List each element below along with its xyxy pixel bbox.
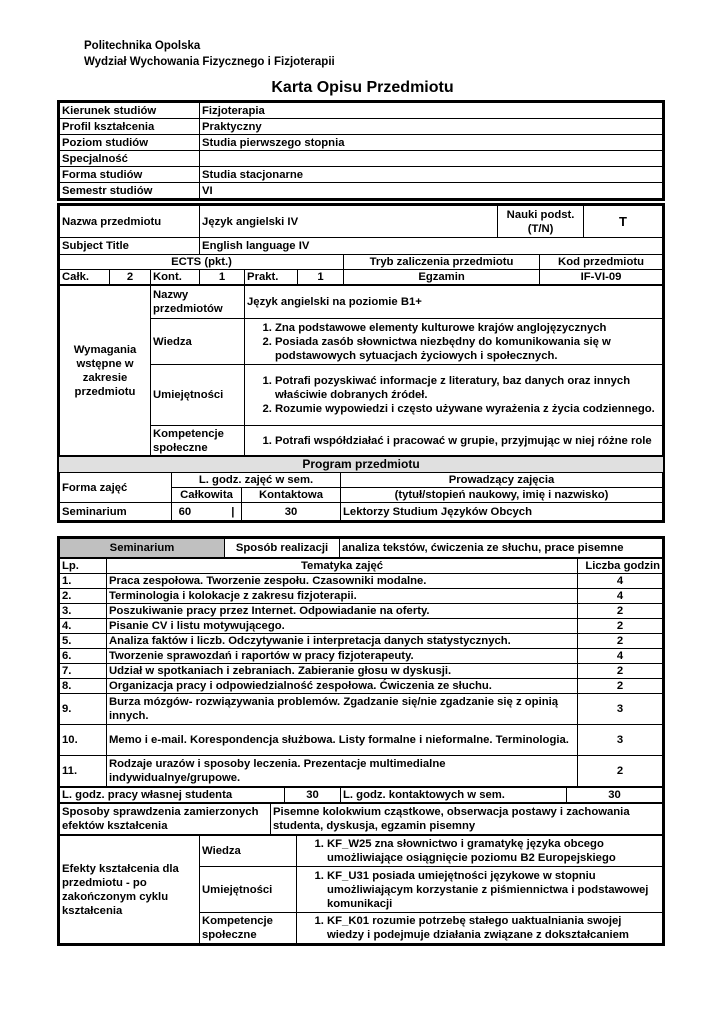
study-info-row	[60, 167, 663, 183]
liczba-label: Liczba godzin	[578, 559, 663, 574]
topic-text: Analiza faktów i liczb. Odczytywanie i interpretacja danych statystycznych.	[107, 634, 578, 649]
study-info-label: Specjalność	[60, 151, 200, 167]
out-kompetencje-label: Kompetencje społeczne	[200, 913, 297, 944]
topic-row	[60, 756, 663, 787]
subject-name-value: Język angielski IV	[200, 206, 498, 238]
out-umiejetnosci-value: 1. KF_U31 posiada umiejętności językowe w stopniu umożliwiającym korzystanie z piśmiennictwa i podstawowej komunikacji	[327, 869, 660, 911]
study-info-value: VI	[200, 183, 663, 199]
topic-text: Rodzaje urazów i sposoby leczenia. Prezentacje multimedialne indywidualnye/grupowe.	[107, 756, 578, 787]
study-info-row	[60, 135, 663, 151]
topic-row	[60, 649, 663, 664]
godz-label: L. godz. zajęć w sem.	[172, 473, 341, 488]
requirement-item: 2. Rozumie wypowiedzi i często używane wyrażenia z życia codziennego.	[275, 402, 660, 416]
study-info-label: Kierunek studiów	[60, 103, 200, 119]
topic-lp: 4.	[60, 619, 107, 634]
seminar-label: Seminarium	[60, 539, 225, 558]
topic-text: Poszukiwanie pracy przez Internet. Odpowiadanie na oferty.	[107, 604, 578, 619]
requirements-label: Wymagania wstępne w zakresie przedmiotu	[60, 286, 151, 456]
req-umiejetnosci-list	[247, 374, 660, 416]
topic-lp: 5.	[60, 634, 107, 649]
topic-text: Terminologia i kolokacje z zakresu fizjoterapii.	[107, 589, 578, 604]
kod-label: Kod przedmiotu	[540, 255, 663, 270]
topic-text: Burza mózgów- rozwiązywania problemów. Zgadzanie się/nie zgadzanie się z opinią innych.	[107, 694, 578, 725]
topic-row	[60, 589, 663, 604]
topic-row	[60, 694, 663, 725]
topic-hours: 4	[578, 574, 663, 589]
topic-row	[60, 604, 663, 619]
out-kompetencje-value: 1. KF_K01 rozumie potrzebę stałego uaktualniania swojej wiedzy i podejmuje działania związane z dokształcaniem	[327, 914, 660, 942]
page-title: Karta Opisu Przedmiotu	[271, 79, 454, 96]
topic-hours: 2	[578, 679, 663, 694]
prakt-label: Prakt.	[245, 270, 298, 285]
faculty-name: Wydział Wychowania Fizycznego i Fizjoterapii	[84, 56, 335, 68]
topic-hours: 2	[578, 634, 663, 649]
nazwy-label: Nazwy przedmiotów	[151, 286, 245, 319]
topic-lp: 2.	[60, 589, 107, 604]
program-title: Program przedmiotu	[59, 456, 663, 472]
calk-label: Całk.	[60, 270, 110, 285]
sposob-label: Sposób realizacji	[225, 539, 340, 558]
subject-title-label: Subject Title	[60, 238, 200, 255]
requirement-item: 1. Potrafi pozyskiwać informacje z literatury, baz danych oraz innych właściwie dobranych źródeł.	[275, 374, 660, 402]
study-info-value	[200, 151, 663, 167]
calk-value: 2	[110, 270, 151, 285]
lp-label: Lp.	[60, 559, 107, 574]
topic-hours: 4	[578, 589, 663, 604]
study-info-value: Studia pierwszego stopnia	[200, 135, 663, 151]
topic-hours: 3	[578, 694, 663, 725]
topic-lp: 1.	[60, 574, 107, 589]
subject-block	[57, 203, 665, 523]
study-info-row	[60, 151, 663, 167]
topic-text: Memo i e-mail. Korespondencja służbowa. Listy formalne i nieformalne. Terminologia.	[107, 725, 578, 756]
topic-text: Udział w spotkaniach i zebraniach. Zabieranie głosu w dyskusji.	[107, 664, 578, 679]
kontaktowe-value: 30	[567, 788, 663, 803]
study-info-value: Praktyczny	[200, 119, 663, 135]
assessment-label: Sposoby sprawdzenia zamierzonych efektów kształcenia	[60, 804, 271, 835]
subject-name-label: Nazwa przedmiotu	[60, 206, 200, 238]
topic-row	[60, 619, 663, 634]
row-kontaktowa: 30	[242, 503, 341, 521]
topic-lp: 8.	[60, 679, 107, 694]
topic-text: Organizacja pracy i odpowiedzialność zespołowa. Ćwiczenia ze słuchu.	[107, 679, 578, 694]
topic-row	[60, 634, 663, 649]
tryb-label: Tryb zaliczenia przedmiotu	[344, 255, 540, 270]
kontaktowe-label: L. godz. kontaktowych w sem.	[341, 788, 567, 803]
sposob-value: analiza tekstów, ćwiczenia ze słuchu, prace pisemne	[340, 539, 663, 558]
study-info-value: Fizjoterapia	[200, 103, 663, 119]
topic-row	[60, 725, 663, 756]
topic-row	[60, 664, 663, 679]
req-umiejetnosci-label: Umiejętności	[151, 365, 245, 426]
requirement-item: 2. Posiada zasób słownictwa niezbędny do komunikowania się w podstawowych sytuacjach życiowych i społecznych.	[275, 335, 660, 363]
seminar-block	[57, 536, 665, 946]
assessment-value: Pisemne kolokwium cząstkowe, obserwacja postawy i zachowania studenta, dyskusja, egzamin pisemny	[271, 804, 663, 835]
topic-lp: 6.	[60, 649, 107, 664]
subject-title-value: English language IV	[200, 238, 663, 255]
requirement-item: 1. Potrafi współdziałać i pracować w grupie, przyjmując w niej różne role	[275, 434, 660, 448]
kont-value: 1	[200, 270, 245, 285]
row-calkowita: 60 |	[172, 503, 242, 521]
study-info-label: Forma studiów	[60, 167, 200, 183]
study-info-block	[57, 100, 665, 201]
out-wiedza-value: 1. KF_W25 zna słownictwo i gramatykę języka obcego umożliwiające osiągnięcie poziomu B2 Europejskiego	[327, 837, 660, 865]
req-wiedza-list	[247, 321, 660, 363]
topic-lp: 9.	[60, 694, 107, 725]
prakt-value: 1	[298, 270, 344, 285]
tryb-value: Egzamin	[344, 270, 540, 285]
topic-text: Praca zespołowa. Tworzenie zespołu. Czasowniki modalne.	[107, 574, 578, 589]
study-info-row	[60, 119, 663, 135]
calkowita-label: Całkowita	[172, 488, 242, 503]
kontaktowa-label: Kontaktowa	[242, 488, 341, 503]
prowadzacy-sub: (tytuł/stopień naukowy, imię i nazwisko)	[341, 488, 663, 503]
topic-row	[60, 679, 663, 694]
study-info-row	[60, 103, 663, 119]
study-info-row	[60, 183, 663, 199]
req-kompetencje-list	[247, 434, 660, 448]
forma-label: Forma zajęć	[60, 473, 172, 503]
topic-hours: 2	[578, 756, 663, 787]
topic-lp: 3.	[60, 604, 107, 619]
study-info-value: Studia stacjonarne	[200, 167, 663, 183]
row-forma: Seminarium	[60, 503, 172, 521]
out-wiedza-label: Wiedza	[200, 836, 297, 867]
topic-hours: 2	[578, 604, 663, 619]
topic-text: Tworzenie sprawozdań i raportów w pracy fizjoterapeuty.	[107, 649, 578, 664]
study-info-label: Semestr studiów	[60, 183, 200, 199]
topic-hours: 4	[578, 649, 663, 664]
topic-hours: 3	[578, 725, 663, 756]
outcomes-label: Efekty kształcenia dla przedmiotu - po zakończonym cyklu kształcenia	[60, 836, 200, 944]
req-wiedza-label: Wiedza	[151, 319, 245, 365]
ects-label: ECTS (pkt.)	[60, 255, 344, 270]
topic-lp: 11.	[60, 756, 107, 787]
study-info-label: Profil kształcenia	[60, 119, 200, 135]
prowadzacy-label: Prowadzący zajęcia	[341, 473, 663, 488]
requirement-item: 1. Zna podstawowe elementy kulturowe krajów anglojęzycznych	[275, 321, 660, 335]
topic-hours: 2	[578, 619, 663, 634]
nazwy-value: Język angielski na poziomie B1+	[245, 286, 663, 319]
topic-hours: 2	[578, 664, 663, 679]
topic-text: Pisanie CV i listu motywującego.	[107, 619, 578, 634]
topic-lp: 10.	[60, 725, 107, 756]
wlasna-label: L. godz. pracy własnej studenta	[60, 788, 285, 803]
out-umiejetnosci-label: Umiejętności	[200, 867, 297, 913]
row-prowadzacy: Lektorzy Studium Języków Obcych	[341, 503, 663, 521]
topic-row	[60, 574, 663, 589]
kont-label: Kont.	[151, 270, 200, 285]
req-kompetencje-label: Kompetencje społeczne	[151, 426, 245, 456]
institution-name: Politechnika Opolska	[84, 40, 201, 52]
nauki-value: T	[584, 206, 663, 238]
wlasna-value: 30	[285, 788, 341, 803]
nauki-label: Nauki podst. (T/N)	[498, 206, 584, 238]
kod-value: IF-VI-09	[540, 270, 663, 285]
topic-lp: 7.	[60, 664, 107, 679]
study-info-label: Poziom studiów	[60, 135, 200, 151]
tematyka-label: Tematyka zajęć	[107, 559, 578, 574]
